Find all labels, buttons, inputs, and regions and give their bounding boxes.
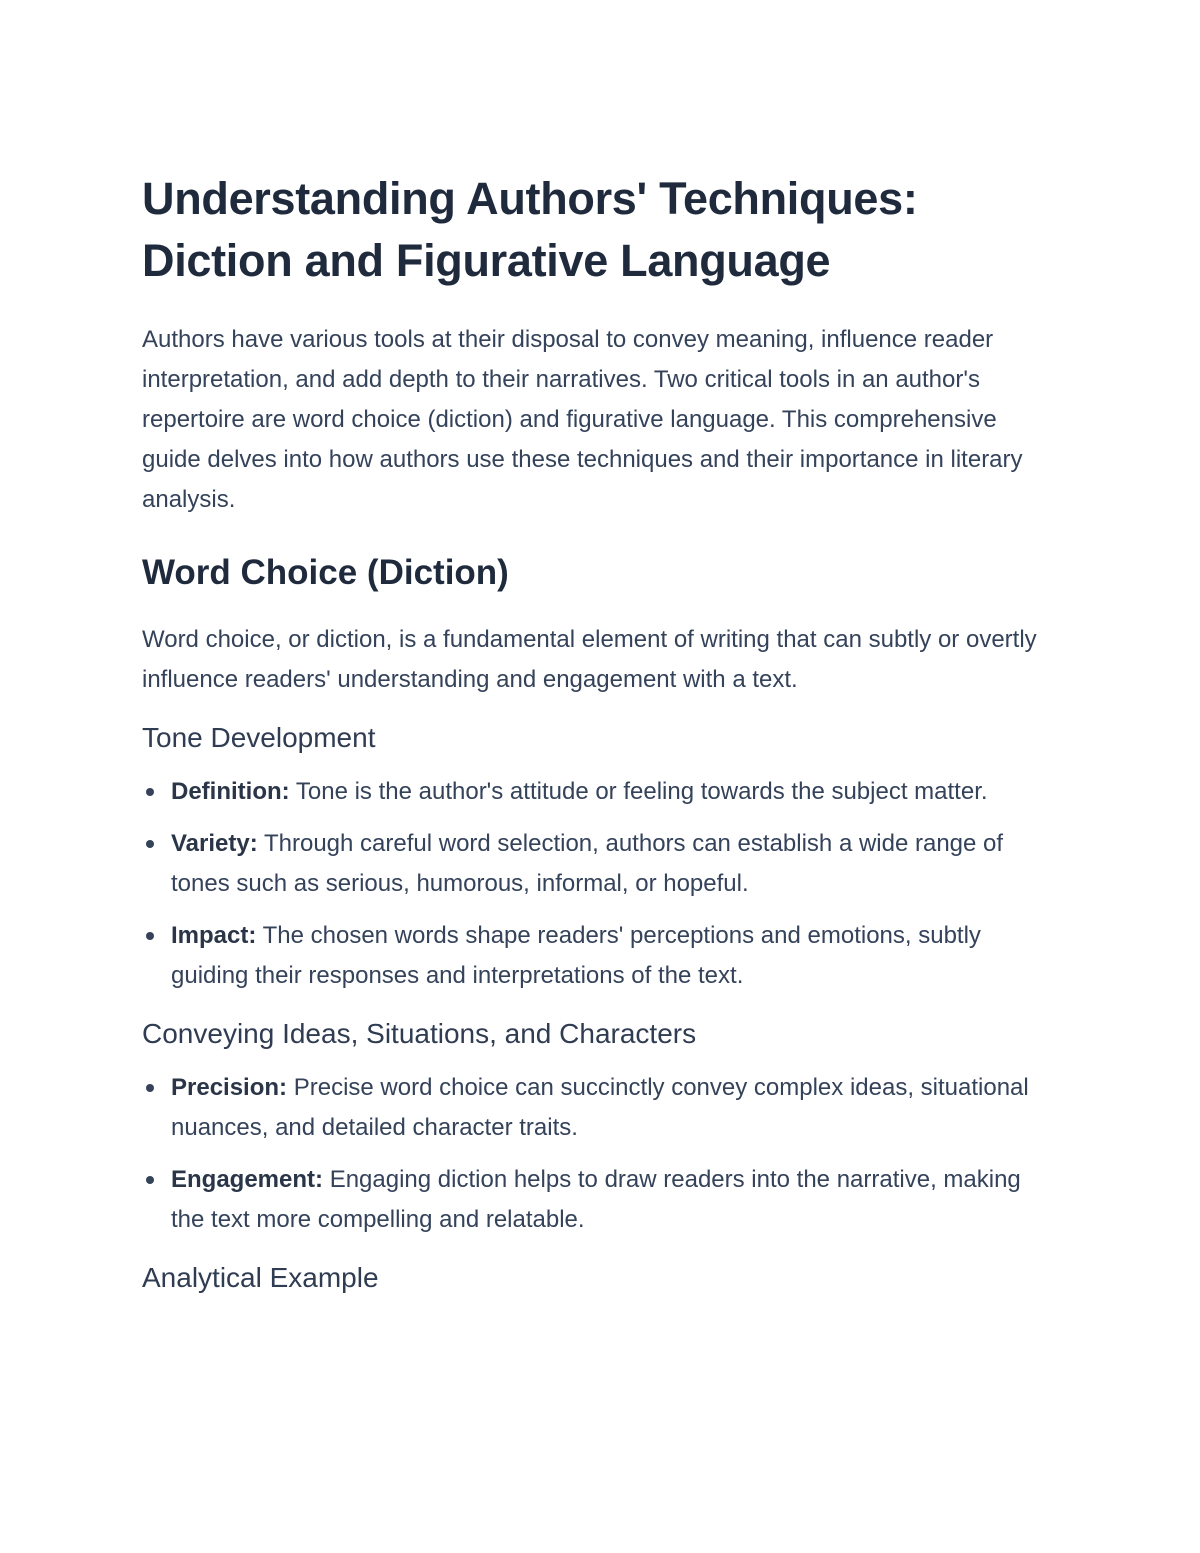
list-item bbox=[142, 772, 1050, 812]
bullet-term: Precision bbox=[171, 1074, 280, 1101]
bullet-text: Precise word choice can succinctly convey complex ideas, situational nuances, and detailed character traits. bbox=[171, 1074, 1029, 1141]
list-item bbox=[142, 916, 1050, 996]
conveying-bullet-list bbox=[142, 1068, 1050, 1240]
bullet-icon bbox=[146, 1084, 154, 1092]
bullet-colon: : bbox=[315, 1166, 324, 1193]
bullet-text: The chosen words shape readers' perceptions and emotions, subtly guiding their responses and interpretations of the text. bbox=[171, 922, 981, 989]
bullet-icon bbox=[146, 1176, 154, 1184]
bullet-icon bbox=[146, 788, 154, 796]
page-title: Understanding Authors' Techniques: Diction and Figurative Language bbox=[142, 173, 918, 286]
bullet-colon: : bbox=[281, 778, 290, 805]
bullet-term: Impact bbox=[171, 922, 249, 949]
subheading-conveying-ideas: Conveying Ideas, Situations, and Characters bbox=[142, 1018, 697, 1049]
bullet-colon: : bbox=[279, 1074, 288, 1101]
bullet-icon bbox=[146, 840, 154, 848]
subheading-tone-development: Tone Development bbox=[142, 722, 376, 753]
list-item bbox=[142, 1160, 1050, 1240]
subheading-analytical-example: Analytical Example bbox=[142, 1262, 379, 1293]
bullet-text: Through careful word selection, authors can establish a wide range of tones such as serious, humorous, informal, or hopeful. bbox=[171, 830, 1004, 897]
bullet-text: Tone is the author's attitude or feeling towards the subject matter. bbox=[289, 778, 988, 805]
bullet-text: Engaging diction helps to draw readers into the narrative, making the text more compelling and relatable. bbox=[171, 1166, 1021, 1233]
list-item bbox=[142, 1068, 1050, 1148]
bullet-colon: : bbox=[248, 922, 257, 949]
bullet-term: Variety bbox=[171, 830, 250, 857]
bullet-colon: : bbox=[249, 830, 258, 857]
section-intro-paragraph: Word choice, or diction, is a fundamental element of writing that can subtly or overtly influence readers' understanding and engagement with a text. bbox=[142, 626, 1037, 693]
list-item bbox=[142, 824, 1050, 904]
bullet-term: Definition bbox=[171, 778, 282, 805]
bullet-icon bbox=[146, 932, 154, 940]
intro-paragraph: Authors have various tools at their disposal to convey meaning, influence reader interpretation, and add depth to their narratives. Two critical tools in an author's repertoire are word choice (diction) and figurative language. This comprehensive guide delves into how authors use these techniques and their importance in literary analysis. bbox=[142, 326, 1023, 513]
bullet-term: Engagement bbox=[171, 1166, 316, 1193]
tone-bullet-list bbox=[142, 772, 1050, 996]
section-heading-word-choice: Word Choice (Diction) bbox=[142, 553, 509, 592]
